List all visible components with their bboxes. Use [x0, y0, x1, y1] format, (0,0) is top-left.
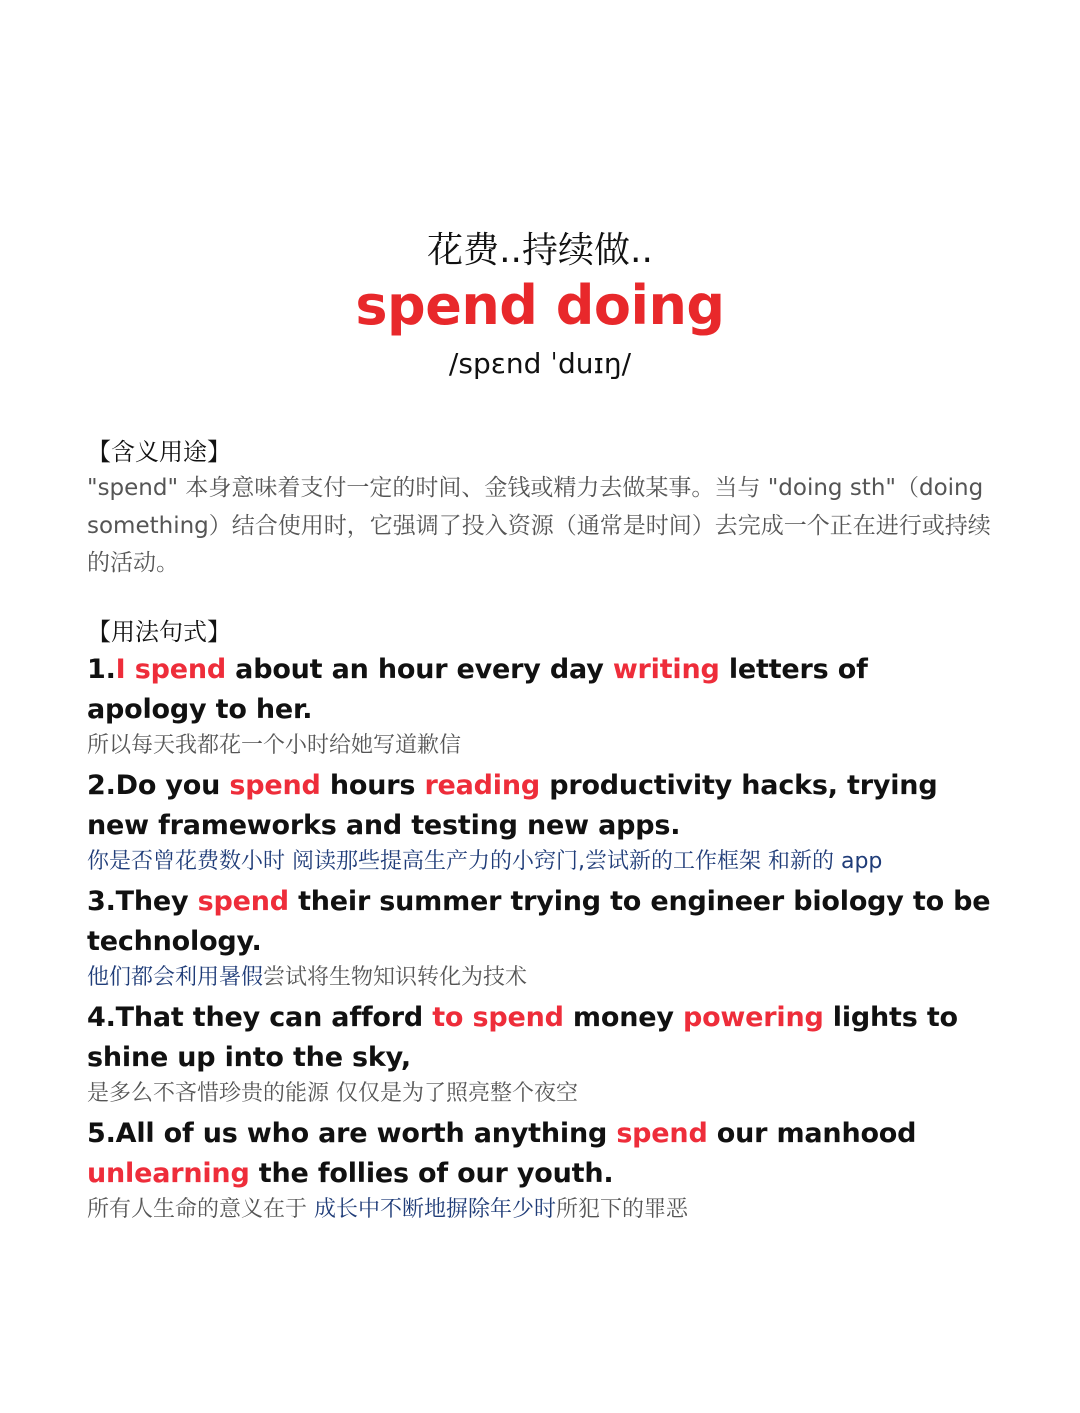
meaning-text: "spend" 本身意味着支付一定的时间、金钱或精力去做某事。当与 "doing sth"（doing something）结合使用时，它强调了投入资源（通常是时间）去完成一个正在进行或持续的活动。	[87, 475, 991, 576]
translation-text: 仅仅是为了照亮整个夜空	[336, 1081, 579, 1106]
translation-text: 你是否曾花费数小时 阅读那些提高生产力的小窍门,尝试新的工作框架 和新的 app	[87, 849, 883, 874]
sentence-text: the follies of our youth.	[249, 1158, 614, 1189]
sentence-text: about an hour every day	[225, 654, 613, 685]
highlighted-word: reading	[424, 770, 541, 801]
highlighted-word: spend	[229, 770, 321, 801]
translation-text: 是多么不吝惜珍贵的能源	[87, 1081, 336, 1106]
example-sentence-3	[87, 882, 992, 962]
sentence-text: money	[563, 1002, 683, 1033]
translation-text: 尝试将生物知识转化为技术	[263, 965, 528, 990]
translation-text: 所以每天我都花一个小时给她写道歉信	[87, 733, 462, 758]
translation-text: 成长中不断地摒除年少时	[314, 1197, 557, 1222]
highlighted-word: to spend	[432, 1002, 564, 1033]
usage-heading: 【用法句式】	[87, 618, 231, 646]
example-translation-4	[87, 1078, 992, 1110]
sentence-text: productivity hacks, trying new frameworks and testing new apps.	[87, 770, 938, 841]
sentence-text: letters of apology to her.	[87, 654, 868, 725]
title-chinese: 花费..持续做..	[427, 230, 653, 271]
sentence-text: 4.That they can afford	[87, 1002, 433, 1033]
example-sentence-4	[87, 998, 992, 1078]
meaning-heading: 【含义用途】	[87, 438, 231, 466]
highlighted-word: I	[115, 654, 135, 685]
sentence-text: 1.	[87, 654, 116, 685]
meaning-section	[87, 434, 992, 583]
sentence-text: their summer trying to engineer biology to be technology.	[87, 886, 991, 957]
sentence-text: hours	[320, 770, 425, 801]
examples-list	[87, 650, 992, 1226]
sentence-text: 5.All of us who are worth anything	[87, 1118, 617, 1149]
usage-section	[87, 614, 992, 1230]
sentence-text: lights to shine up into the sky,	[87, 1002, 958, 1073]
title-english: spend doing	[355, 274, 725, 337]
translation-text: 所有人生命的意义在于	[87, 1197, 314, 1222]
translation-text: 他们都会利用暑假	[87, 965, 264, 990]
example-sentence-5	[87, 1114, 992, 1194]
header	[0, 226, 1080, 386]
highlighted-word: spend	[616, 1118, 708, 1149]
example-translation-2	[87, 846, 992, 878]
translation-text: 所犯下的罪恶	[556, 1197, 689, 1222]
example-sentence-1	[87, 650, 992, 730]
example-translation-3	[87, 962, 992, 994]
highlighted-word: spend	[197, 886, 289, 917]
example-sentence-2	[87, 766, 992, 846]
highlighted-word: spend	[134, 654, 226, 685]
highlighted-word: writing	[612, 654, 720, 685]
example-translation-5	[87, 1194, 992, 1226]
sentence-text: our manhood	[707, 1118, 917, 1149]
sentence-text: 3.They	[87, 886, 198, 917]
sentence-text: 2.Do you	[87, 770, 230, 801]
highlighted-word: powering	[682, 1002, 824, 1033]
example-translation-1	[87, 730, 992, 762]
phonetic-transcription: /spɛnd ˈduɪŋ/	[448, 347, 632, 380]
highlighted-word: unlearning	[87, 1158, 250, 1189]
